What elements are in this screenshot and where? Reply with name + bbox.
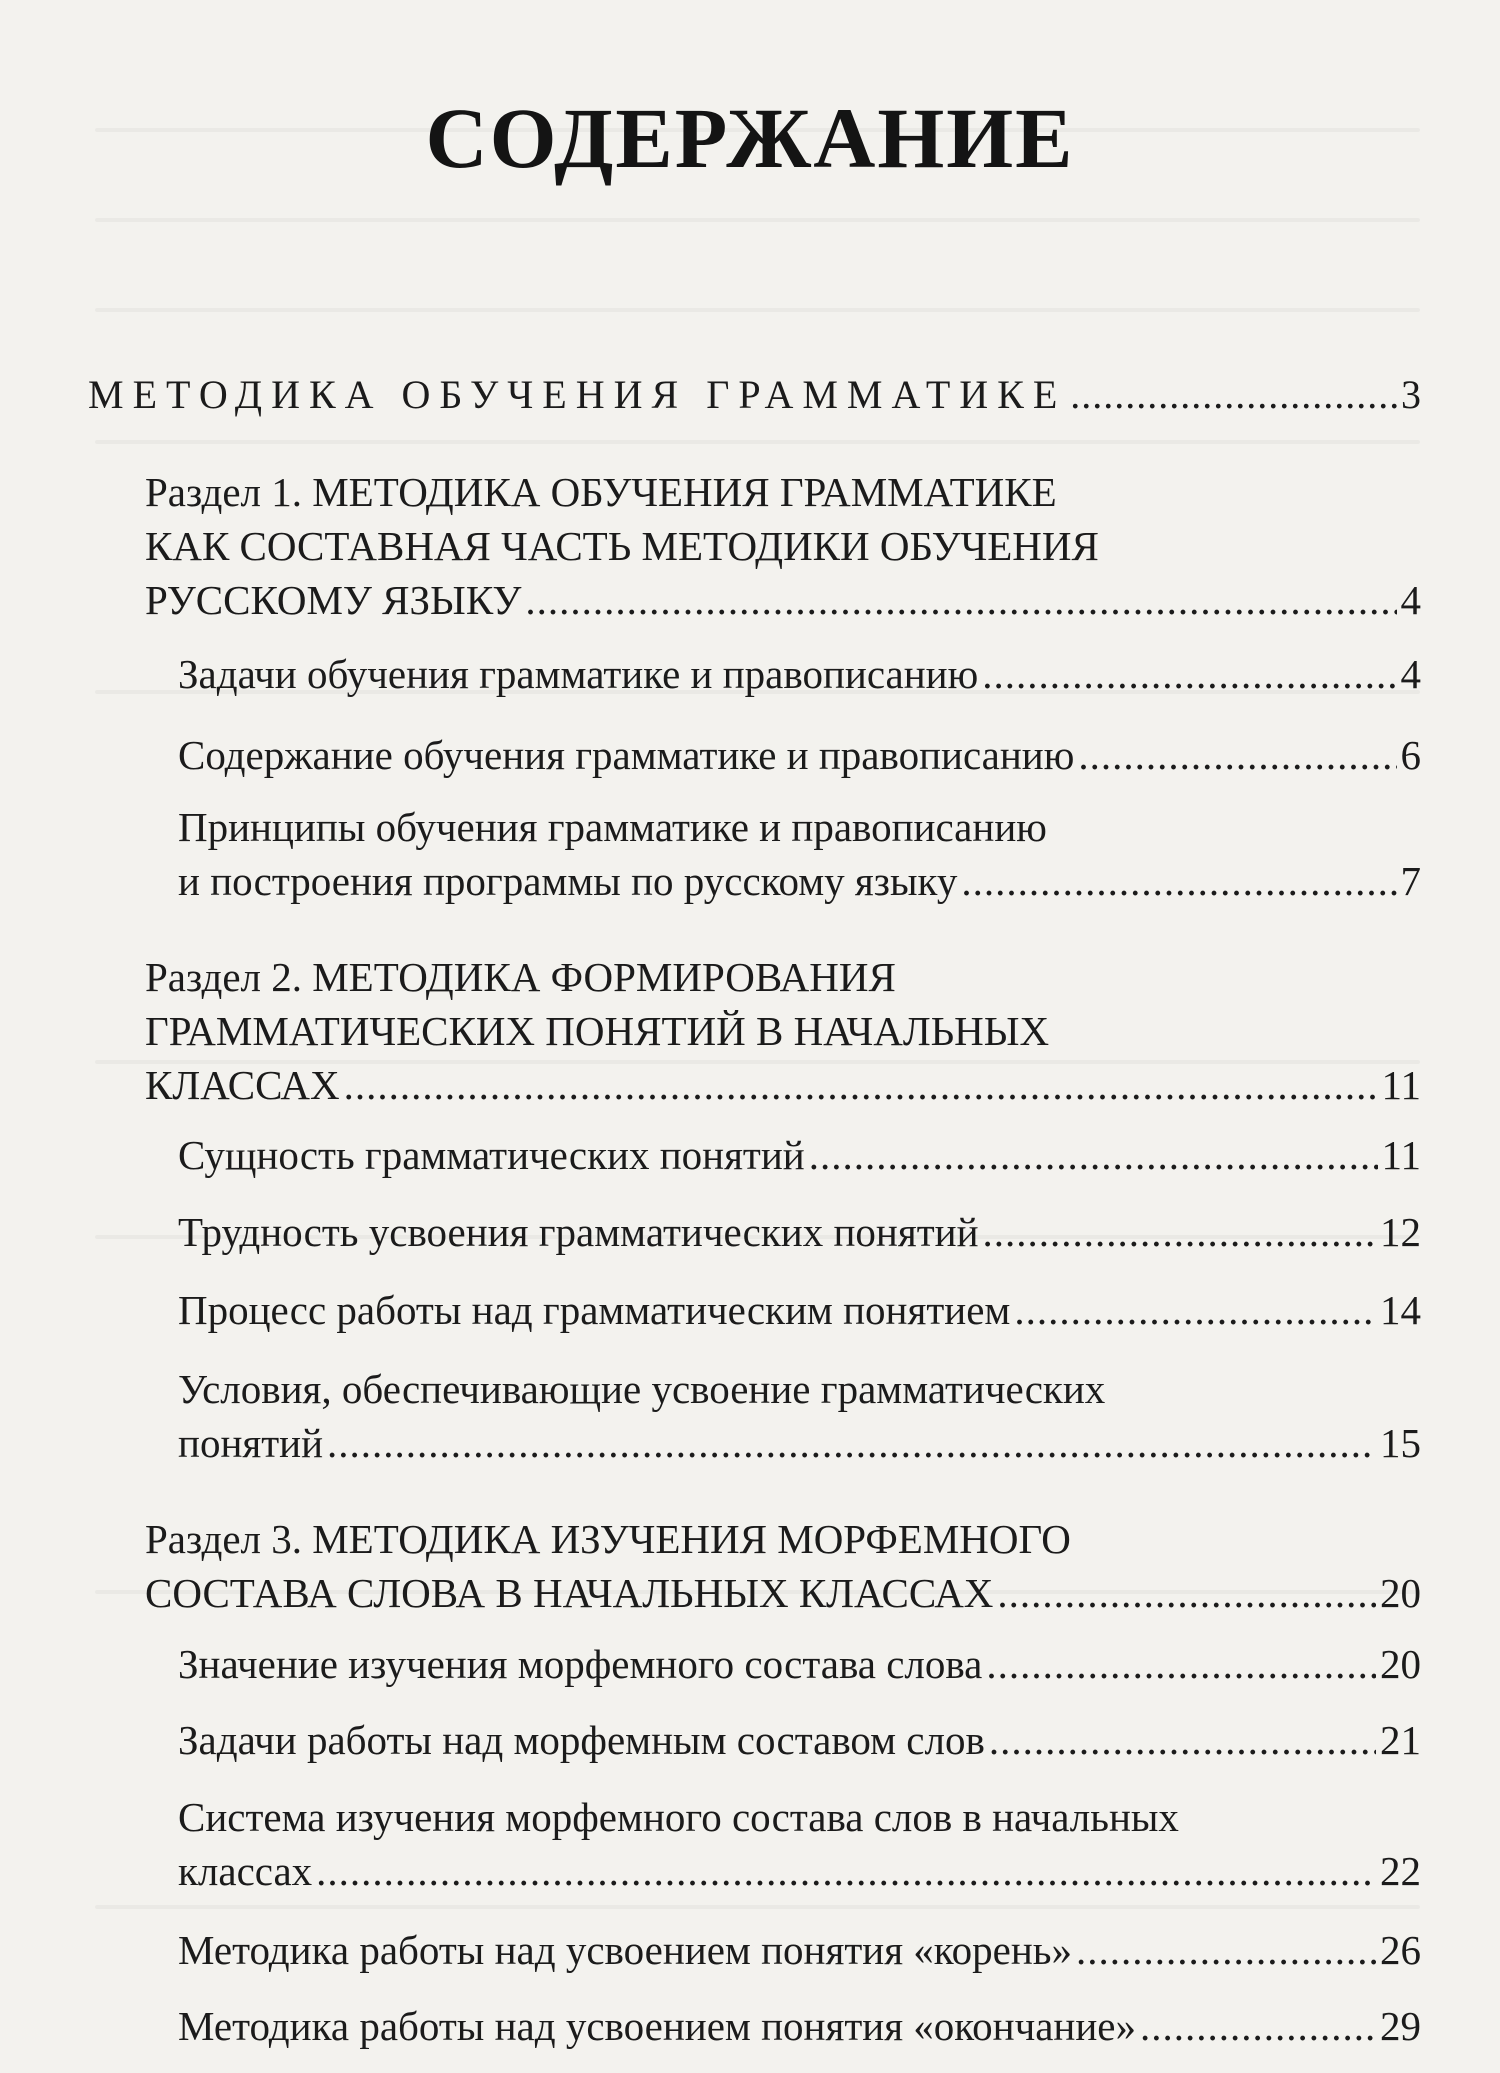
page-number: 4 — [1400, 651, 1421, 697]
dot-leader — [961, 854, 1396, 908]
page-number: 7 — [1400, 858, 1421, 904]
dot-leader — [316, 1844, 1376, 1898]
subsection-title-line: Условия, обеспечивающие усвоение грамматических — [178, 1366, 1106, 1412]
toc-entry-row — [178, 1637, 1421, 1691]
toc-part — [88, 368, 1421, 422]
section-heading-line: ГРАММАТИЧЕСКИХ ПОНЯТИЙ В НАЧАЛЬНЫХ — [145, 1008, 1050, 1054]
dot-leader — [344, 1058, 1378, 1112]
toc-entry-row — [178, 1923, 1421, 1977]
subsection-title: Процесс работы над грамматическим понятием — [178, 1287, 1011, 1333]
toc-subsection — [178, 800, 1421, 908]
dot-leader — [983, 1205, 1376, 1259]
dot-leader — [327, 1416, 1376, 1470]
toc-entry-row — [178, 1713, 1421, 1767]
toc-section — [145, 465, 1421, 627]
subsection-title: понятий — [178, 1420, 324, 1466]
dot-leader — [809, 1128, 1378, 1182]
dot-leader — [1014, 1283, 1376, 1337]
bleed-through — [95, 1905, 1420, 1909]
page-number: 20 — [1380, 1641, 1421, 1687]
toc-entry-row — [178, 647, 1421, 701]
dot-leader — [1076, 1923, 1376, 1977]
page-number: 14 — [1380, 1287, 1421, 1333]
page-number: 15 — [1380, 1420, 1421, 1466]
subsection-title: Содержание обучения грамматике и правописанию — [178, 732, 1075, 778]
toc-entry-row — [178, 1128, 1421, 1182]
page-number: 11 — [1381, 1062, 1421, 1108]
toc-subsection — [178, 1128, 1421, 1182]
dot-leader — [525, 573, 1396, 627]
dot-leader — [986, 1637, 1376, 1691]
section-heading-line: КАК СОСТАВНАЯ ЧАСТЬ МЕТОДИКИ ОБУЧЕНИЯ — [145, 523, 1099, 569]
subsection-title: Трудность усвоения грамматических понятий — [178, 1209, 979, 1255]
subsection-title: Задачи работы над морфемным составом слов — [178, 1717, 985, 1763]
section-heading-line: СОСТАВА СЛОВА В НАЧАЛЬНЫХ КЛАССАХ — [145, 1570, 994, 1616]
section-heading-line: Раздел 2. МЕТОДИКА ФОРМИРОВАНИЯ — [145, 954, 896, 1000]
bleed-through — [95, 308, 1420, 312]
page-number: 29 — [1380, 2003, 1421, 2049]
toc-subsection — [178, 1283, 1421, 1337]
toc-subsection — [178, 1999, 1421, 2053]
toc-entry-row — [145, 1566, 1421, 1620]
subsection-title: и построения программы по русскому языку — [178, 858, 958, 904]
toc-entry-row — [178, 1416, 1421, 1470]
page-number: 3 — [1401, 372, 1421, 417]
section-heading-line: КЛАССАХ — [145, 1062, 340, 1108]
bleed-through — [95, 218, 1420, 222]
page-number: 22 — [1380, 1848, 1421, 1894]
toc-entry-row — [178, 1999, 1421, 2053]
page-title: СОДЕРЖАНИЕ — [425, 90, 1075, 186]
subsection-title: Задачи обучения грамматике и правописанию — [178, 651, 979, 697]
toc-subsection — [178, 1637, 1421, 1691]
page-number: 21 — [1380, 1717, 1421, 1763]
toc-subsection — [178, 1362, 1421, 1470]
dot-leader — [1140, 1999, 1376, 2053]
subsection-title: классах — [178, 1848, 313, 1894]
page-number: 6 — [1400, 732, 1421, 778]
page-number: 4 — [1400, 577, 1421, 623]
toc-subsection — [178, 647, 1421, 701]
subsection-title-line: Принципы обучения грамматике и правописанию — [178, 804, 1047, 850]
dot-leader — [982, 647, 1396, 701]
page-number: 20 — [1380, 1570, 1421, 1616]
toc-subsection — [178, 728, 1421, 782]
toc-entry-row — [88, 368, 1421, 422]
toc-entry-row — [178, 1283, 1421, 1337]
toc-subsection — [178, 1205, 1421, 1259]
subsection-title: Методика работы над усвоением понятия «корень» — [178, 1927, 1072, 1973]
toc-section — [145, 1512, 1421, 1620]
dot-leader — [1070, 368, 1397, 422]
subsection-title: Значение изучения морфемного состава слова — [178, 1641, 983, 1687]
section-heading-line: РУССКОМУ ЯЗЫКУ — [145, 577, 522, 623]
subsection-title-line: Система изучения морфемного состава слов в начальных — [178, 1794, 1179, 1840]
section-heading-line: Раздел 3. МЕТОДИКА ИЗУЧЕНИЯ МОРФЕМНОГО — [145, 1516, 1071, 1562]
page-number: 11 — [1381, 1132, 1421, 1178]
toc-subsection — [178, 1923, 1421, 1977]
page-number: 12 — [1380, 1209, 1421, 1255]
toc-section — [145, 950, 1421, 1112]
toc-entry-row — [145, 573, 1421, 627]
subsection-title: Сущность грамматических понятий — [178, 1132, 805, 1178]
section-heading-line: Раздел 1. МЕТОДИКА ОБУЧЕНИЯ ГРАММАТИКЕ — [145, 469, 1057, 515]
toc-entry-row — [178, 1844, 1421, 1898]
toc-entry-row — [178, 728, 1421, 782]
toc-part-label: МЕТОДИКА ОБУЧЕНИЯ ГРАММАТИКЕ — [88, 372, 1067, 417]
bleed-through — [95, 440, 1420, 444]
page-number: 26 — [1380, 1927, 1421, 1973]
toc-entry-row — [178, 854, 1421, 908]
subsection-title: Методика работы над усвоением понятия «окончание» — [178, 2003, 1136, 2049]
toc-entry-row — [178, 1205, 1421, 1259]
dot-leader — [989, 1713, 1376, 1767]
toc-entry-row — [145, 1058, 1421, 1112]
dot-leader — [1078, 728, 1396, 782]
toc-subsection — [178, 1790, 1421, 1898]
dot-leader — [997, 1566, 1376, 1620]
toc-subsection — [178, 1713, 1421, 1767]
